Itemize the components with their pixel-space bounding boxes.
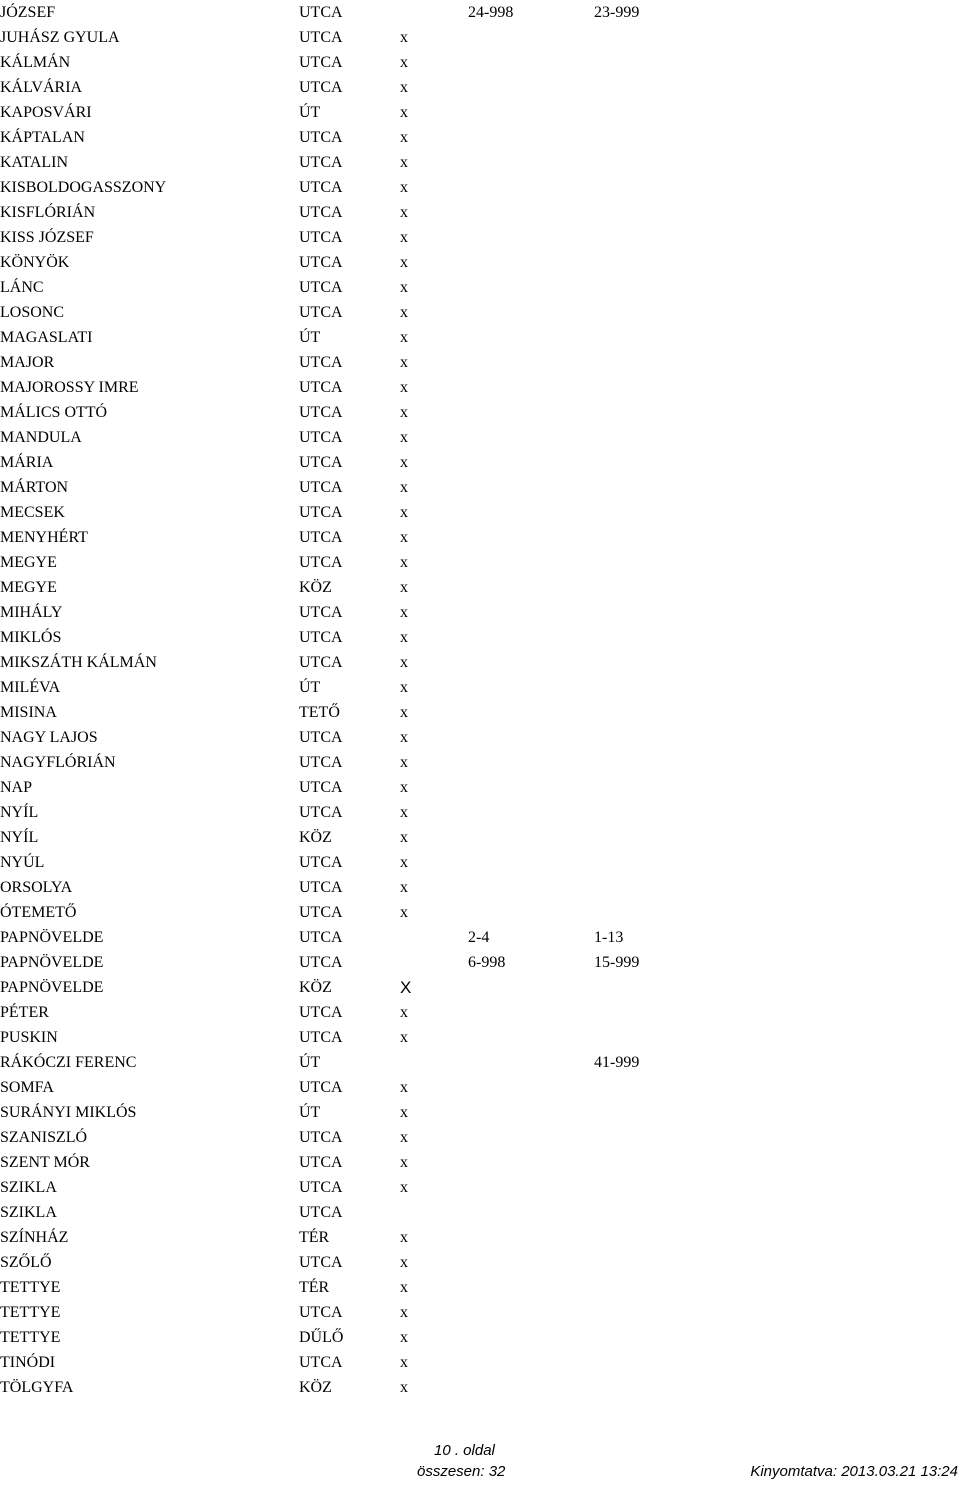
even-range: 2-4 [468, 929, 490, 946]
street-type: UTCA [299, 854, 343, 871]
street-name: KISFLÓRIÁN [0, 204, 96, 221]
street-type: UTCA [299, 354, 343, 371]
all-numbers-mark: x [400, 1154, 408, 1171]
street-name: NAGY LAJOS [0, 729, 98, 746]
all-numbers-mark: x [400, 104, 408, 121]
street-type: UTCA [299, 929, 343, 946]
street-type: TÉR [299, 1229, 330, 1246]
street-name: MEGYE [0, 579, 57, 596]
all-numbers-mark: x [400, 1354, 408, 1371]
total-pages: összesen: 32 [417, 1463, 506, 1480]
street-type: UTCA [299, 204, 343, 221]
all-numbers-mark: x [400, 804, 408, 821]
street-type: UTCA [299, 604, 343, 621]
street-type: KÖZ [299, 979, 332, 996]
street-type: UTCA [299, 654, 343, 671]
all-numbers-mark: x [400, 29, 408, 46]
street-type: UTCA [299, 729, 343, 746]
all-numbers-mark: x [400, 579, 408, 596]
street-type: UTCA [299, 954, 343, 971]
street-name: TINÓDI [0, 1354, 56, 1371]
street-type: UTCA [299, 1204, 343, 1221]
street-type: UTCA [299, 29, 343, 46]
street-name: PAPNÖVELDE [0, 979, 104, 996]
street-name: KISS JÓZSEF [0, 229, 94, 246]
street-name: KÖNYÖK [0, 254, 70, 271]
street-name: ORSOLYA [0, 879, 73, 896]
street-name: SZÍNHÁZ [0, 1229, 69, 1246]
street-type: KÖZ [299, 1379, 332, 1396]
street-type: UTCA [299, 1154, 343, 1171]
all-numbers-mark: x [400, 1304, 408, 1321]
street-name: MISINA [0, 704, 57, 721]
street-type: UTCA [299, 479, 343, 496]
all-numbers-mark: x [400, 279, 408, 296]
all-numbers-mark: x [400, 1329, 408, 1346]
street-name: SZIKLA [0, 1204, 57, 1221]
all-numbers-mark: x [400, 479, 408, 496]
street-type: UTCA [299, 229, 343, 246]
street-type: ÚT [299, 1054, 321, 1071]
all-numbers-mark: x [400, 604, 408, 621]
street-name: SZIKLA [0, 1179, 57, 1196]
all-numbers-mark: x [400, 354, 408, 371]
street-name: LÁNC [0, 279, 44, 296]
street-type: TETŐ [299, 704, 340, 721]
street-type: UTCA [299, 1354, 343, 1371]
street-type: UTCA [299, 79, 343, 96]
street-type: UTCA [299, 1079, 343, 1096]
all-numbers-mark: x [400, 379, 408, 396]
street-type: ÚT [299, 1104, 321, 1121]
all-numbers-mark: x [400, 1279, 408, 1296]
street-name: NYÚL [0, 854, 45, 871]
street-type: UTCA [299, 4, 343, 21]
street-type: TÉR [299, 1279, 330, 1296]
street-name: MAJOR [0, 354, 55, 371]
street-name: PÉTER [0, 1004, 49, 1021]
all-numbers-mark: x [400, 404, 408, 421]
all-numbers-mark: x [400, 854, 408, 871]
street-type: UTCA [299, 129, 343, 146]
street-type: UTCA [299, 504, 343, 521]
street-name: SOMFA [0, 1079, 54, 1096]
street-name: MÁLICS OTTÓ [0, 404, 108, 421]
street-name: JUHÁSZ GYULA [0, 29, 120, 46]
street-type: UTCA [299, 529, 343, 546]
odd-range: 41-999 [594, 1054, 640, 1071]
all-numbers-mark: x [400, 529, 408, 546]
street-name: NAGYFLÓRIÁN [0, 754, 116, 771]
street-name: MAJOROSSY IMRE [0, 379, 139, 396]
street-name: TÖLGYFA [0, 1379, 74, 1396]
all-numbers-mark: x [400, 454, 408, 471]
street-type: UTCA [299, 154, 343, 171]
street-type: UTCA [299, 779, 343, 796]
street-type: UTCA [299, 404, 343, 421]
street-name: TETTYE [0, 1279, 61, 1296]
odd-range: 1-13 [594, 929, 624, 946]
all-numbers-mark: x [400, 679, 408, 696]
street-type: UTCA [299, 754, 343, 771]
all-numbers-mark: x [400, 154, 408, 171]
all-numbers-mark: x [400, 54, 408, 71]
street-type: ÚT [299, 104, 321, 121]
street-name: ÓTEMETŐ [0, 904, 77, 921]
all-numbers-mark: x [400, 754, 408, 771]
all-numbers-mark: x [400, 229, 408, 246]
street-name: KISBOLDOGASSZONY [0, 179, 167, 196]
street-type: UTCA [299, 1304, 343, 1321]
street-name: MAGASLATI [0, 329, 93, 346]
street-type: KÖZ [299, 829, 332, 846]
all-numbers-mark: x [400, 879, 408, 896]
all-numbers-mark: x [400, 504, 408, 521]
all-numbers-mark: x [400, 629, 408, 646]
all-numbers-mark: x [400, 1129, 408, 1146]
street-type: UTCA [299, 1254, 343, 1271]
street-name: LOSONC [0, 304, 65, 321]
all-numbers-mark: x [400, 429, 408, 446]
street-type: UTCA [299, 629, 343, 646]
street-name: MIKSZÁTH KÁLMÁN [0, 654, 157, 671]
street-type: UTCA [299, 804, 343, 821]
street-type: UTCA [299, 54, 343, 71]
street-type: UTCA [299, 379, 343, 396]
street-type: KÖZ [299, 579, 332, 596]
all-numbers-mark: x [400, 1104, 408, 1121]
street-name: MÁRIA [0, 454, 54, 471]
street-name: TETTYE [0, 1329, 61, 1346]
all-numbers-mark: x [400, 829, 408, 846]
street-type: UTCA [299, 179, 343, 196]
street-name: PAPNÖVELDE [0, 929, 104, 946]
street-name: SURÁNYI MIKLÓS [0, 1104, 137, 1121]
street-type: UTCA [299, 1129, 343, 1146]
street-name: SZENT MÓR [0, 1154, 90, 1171]
all-numbers-mark: x [400, 779, 408, 796]
page-footer [0, 1441, 960, 1485]
street-name: JÓZSEF [0, 4, 56, 21]
print-timestamp: Kinyomtatva: 2013.03.21 13:24 [750, 1463, 958, 1480]
all-numbers-mark: x [400, 304, 408, 321]
street-name: KAPOSVÁRI [0, 104, 92, 121]
street-type: UTCA [299, 904, 343, 921]
all-numbers-mark: x [400, 1004, 408, 1021]
all-numbers-mark: x [400, 554, 408, 571]
street-name: NYÍL [0, 829, 39, 846]
street-type: UTCA [299, 1029, 343, 1046]
street-name: PAPNÖVELDE [0, 954, 104, 971]
street-name: MANDULA [0, 429, 82, 446]
all-numbers-mark: x [400, 79, 408, 96]
odd-range: 23-999 [594, 4, 640, 21]
street-name: MENYHÉRT [0, 529, 88, 546]
street-name: NYÍL [0, 804, 39, 821]
street-type: UTCA [299, 304, 343, 321]
street-name: MIKLÓS [0, 629, 62, 646]
all-numbers-mark: x [400, 204, 408, 221]
all-numbers-mark: x [400, 1179, 408, 1196]
all-numbers-mark: x [400, 654, 408, 671]
all-numbers-mark: x [400, 1229, 408, 1246]
street-type: UTCA [299, 279, 343, 296]
street-type: UTCA [299, 429, 343, 446]
even-range: 24-998 [468, 4, 514, 21]
all-numbers-mark: x [400, 904, 408, 921]
street-name: KÁLVÁRIA [0, 79, 83, 96]
all-numbers-mark: x [400, 1029, 408, 1046]
odd-range: 15-999 [594, 954, 640, 971]
all-numbers-mark: x [400, 1254, 408, 1271]
all-numbers-mark: x [400, 704, 408, 721]
street-type: UTCA [299, 454, 343, 471]
street-name: SZŐLŐ [0, 1254, 52, 1271]
street-name: NAP [0, 779, 33, 796]
all-numbers-mark: x [400, 129, 408, 146]
all-numbers-mark: x [400, 254, 408, 271]
street-name: MEGYE [0, 554, 57, 571]
street-type: UTCA [299, 1004, 343, 1021]
all-numbers-mark: x [400, 1379, 408, 1396]
all-numbers-mark: x [400, 1079, 408, 1096]
street-type: DŰLŐ [299, 1329, 344, 1346]
street-name: TETTYE [0, 1304, 61, 1321]
all-numbers-mark: X [400, 978, 412, 997]
street-name: SZANISZLÓ [0, 1129, 88, 1146]
street-name: KATALIN [0, 154, 69, 171]
street-type: UTCA [299, 554, 343, 571]
all-numbers-mark: x [400, 329, 408, 346]
street-name: MÁRTON [0, 479, 69, 496]
street-name: MECSEK [0, 504, 65, 521]
all-numbers-mark: x [400, 179, 408, 196]
street-name: KÁPTALAN [0, 129, 85, 146]
street-type: ÚT [299, 679, 321, 696]
street-name: MIHÁLY [0, 604, 63, 621]
street-name: KÁLMÁN [0, 54, 71, 71]
street-type: UTCA [299, 879, 343, 896]
page-number: 10 . oldal [434, 1442, 495, 1459]
even-range: 6-998 [468, 954, 506, 971]
street-type: UTCA [299, 254, 343, 271]
street-type: ÚT [299, 329, 321, 346]
street-name: MILÉVA [0, 679, 61, 696]
all-numbers-mark: x [400, 729, 408, 746]
street-name: PUSKIN [0, 1029, 58, 1046]
street-name: RÁKÓCZI FERENC [0, 1054, 137, 1071]
street-type: UTCA [299, 1179, 343, 1196]
